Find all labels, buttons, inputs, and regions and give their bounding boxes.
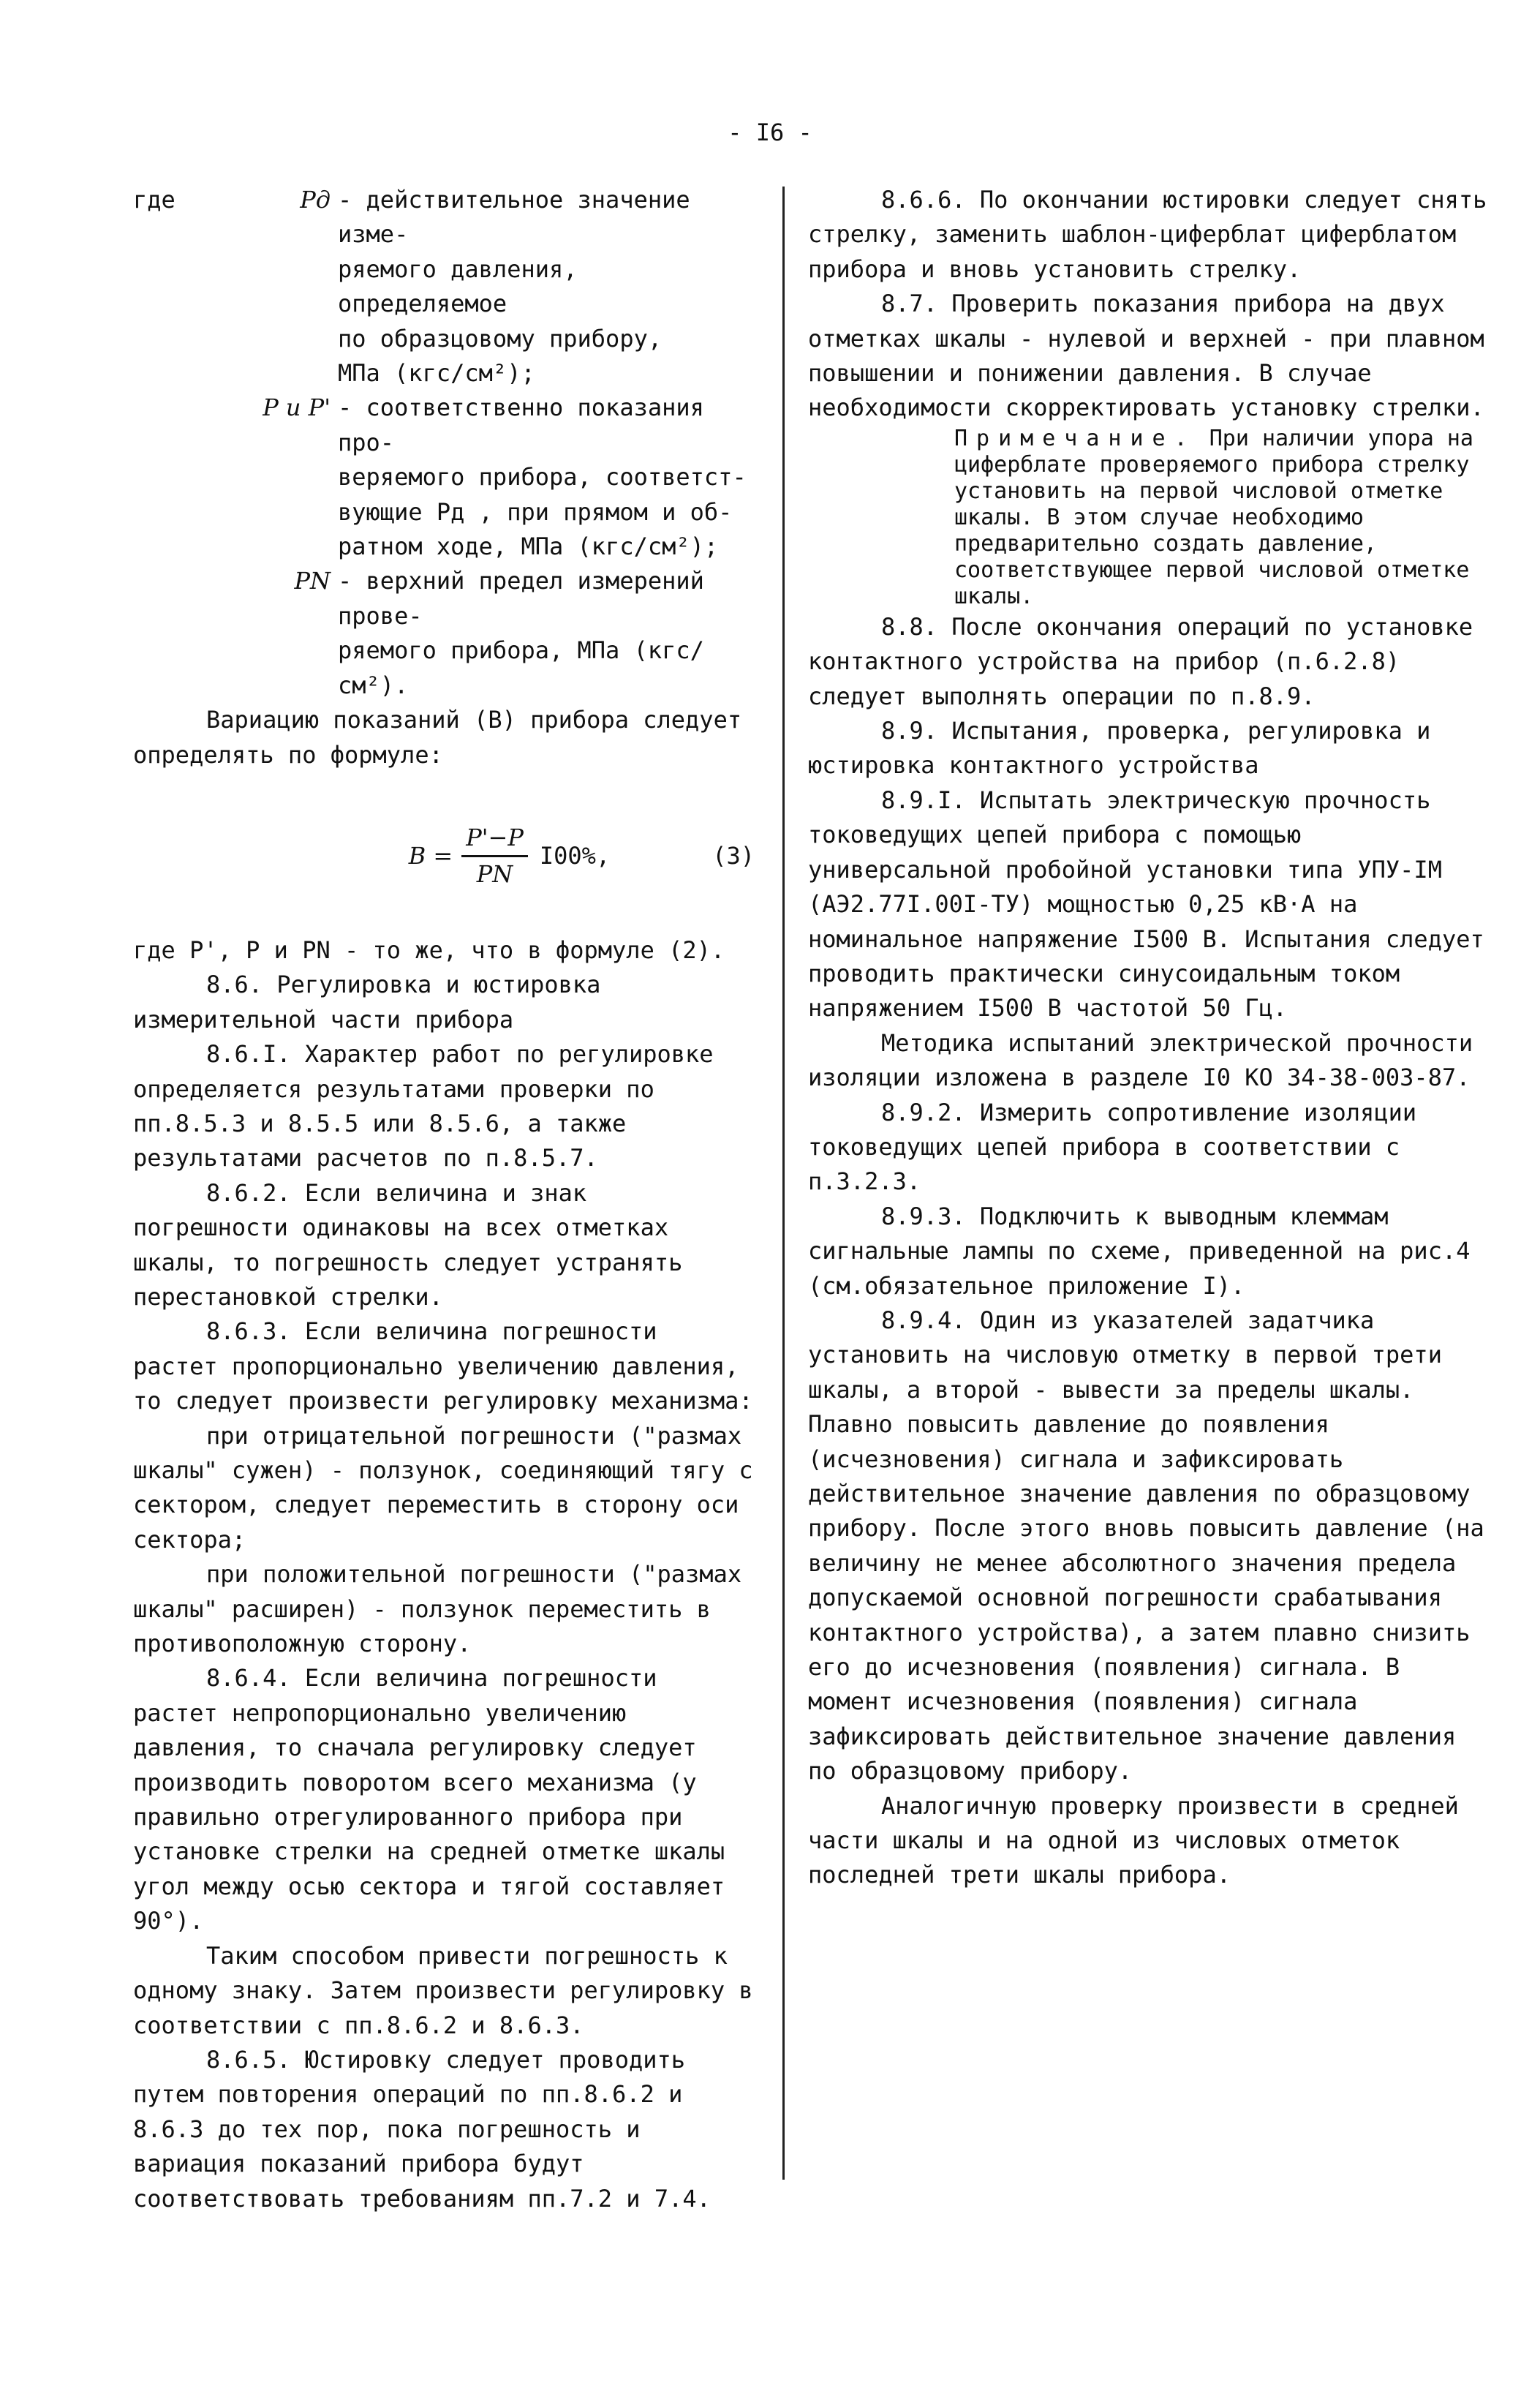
- page-number: - I6 -: [728, 118, 812, 146]
- definition-line: ряемого прибора, МПа (кгс/см²).: [338, 636, 704, 699]
- paragraph: Вариацию показаний (В) прибора следует: [206, 706, 742, 734]
- formula-number: (3): [712, 842, 755, 870]
- paragraph: 8.6.4. Если величина погрешности растет непропорционально увеличению давления, то сначала регулировку следует производить поворотом всего механизма (у правильно отрегулированного прибора при установке стрелки на средней отметке шкалы угол между осью сектора и тягой составляет 90°).: [133, 1664, 725, 1935]
- paragraph: при положительной погрешности ("размах шкалы" расширен) - ползунок переместить в противоположную сторону.: [133, 1560, 742, 1658]
- right-column: [808, 183, 1488, 1893]
- paragraph: 8.8. После окончания операций по установке контактного устройства на прибор (п.6.2.8) следует выполнять операции по п.8.9.: [808, 612, 1473, 710]
- definition-line: веряемого прибора, соответст-: [338, 463, 747, 492]
- section-heading: 8.9. Испытания, проверка, регулировка и юстировка контактного устройства: [808, 717, 1431, 780]
- definition-line: - верхний предел измерений прове-: [338, 567, 704, 630]
- definition-symbol: P и P': [263, 394, 331, 422]
- note-label: Примечание.: [954, 425, 1196, 451]
- paragraph: 8.6.5. Юстировку следует проводить путем повторения операций по пп.8.6.2 и 8.6.3 до тех пор, пока погрешность и вариация показаний прибора будут соответствовать требованиям пп.7.2 и 7.4.: [133, 2045, 711, 2213]
- formula-denominator: PN: [476, 860, 513, 889]
- paragraph: 8.6.I. Характер работ по регулировке определяется результатами проверки по пп.8.5.3 и 8.5.5 или 8.5.6, а также результатами расчетов по п.8.5.7.: [133, 1040, 714, 1172]
- paragraph: где P', P и PN - то же, что в формуле (2).: [133, 935, 725, 964]
- definition-line: МПа (кгс/см²);: [338, 359, 535, 388]
- definition-line: по образцовому прибору,: [338, 324, 663, 353]
- note-block: [954, 426, 1488, 610]
- paragraph: Аналогичную проверку произвести в средней части шкалы и на одной из числовых отметок последней трети шкалы прибора.: [808, 1791, 1459, 1889]
- column-divider: [782, 187, 785, 2180]
- paragraph: 8.7. Проверить показания прибора на двух отметках шкалы - нулевой и верхней - при плавном повышении и понижении давления. В случае необходимости скорректировать установку стрелки.: [808, 290, 1484, 422]
- definition-line: - действительное значение изме-: [338, 186, 690, 249]
- definition-line: ряемого давления, определяемое: [338, 255, 578, 318]
- paragraph: Таким способом привести погрешность к одному знаку. Затем произвести регулировку в соответствии с пп.8.6.2 и 8.6.3.: [133, 1941, 753, 2039]
- paragraph: 8.6.3. Если величина погрешности растет пропорционально увеличению давления, то следует произвести регулировку механизма:: [133, 1317, 753, 1415]
- paragraph: 8.9.2. Измерить сопротивление изоляции токоведущих цепей прибора в соответствии с п.3.2.3.: [808, 1098, 1417, 1196]
- formula-3: [133, 802, 755, 911]
- definition-row: [133, 564, 755, 633]
- formula-multiplier: I00%,: [539, 842, 611, 870]
- note-text: При наличии упора на циферблате проверяемого прибора стрелку установить на первой числовой отметке шкалы. В этом случае необходимо предварительно создать давление, соответствующее первой числовой отметке шкалы.: [954, 425, 1473, 609]
- definition-row: [133, 183, 755, 252]
- formula-lhs: B =: [408, 842, 453, 870]
- paragraph: 8.6.2. Если величина и знак погрешности одинаковы на всех отметках шкалы, то погрешность следует устранять перестановкой стрелки.: [133, 1178, 683, 1311]
- formula-fraction: [461, 821, 528, 892]
- paragraph: 8.6.6. По окончании юстировки следует снять стрелку, заменить шаблон-циферблат циферблатом прибора и вновь установить стрелку.: [808, 186, 1487, 283]
- paragraph: определять по формуле:: [133, 740, 443, 769]
- paragraph: Методика испытаний электрической прочности изоляции изложена в разделе I0 КО 34-38-003-87.: [808, 1028, 1473, 1092]
- definition-symbol: PN: [294, 567, 331, 595]
- paragraph: 8.9.3. Подключить к выводным клеммам сигнальные лампы по схеме, приведенной на рис.4 (см.обязательное приложение I).: [808, 1202, 1471, 1300]
- where-label: где: [133, 186, 175, 214]
- definition-line: вующие Pд , при прямом и об-: [338, 497, 733, 526]
- definition-line: - соответственно показания про-: [338, 394, 704, 456]
- paragraph: 8.9.I. Испытать электрическую прочность токоведущих цепей прибора с помощью универсальной пробойной установки типа УПУ-IМ (АЭ2.77I.00I-ТУ) мощностью 0,25 кВ·А на номинальное напряжение I500 В. Испытания следует проводить практически синусоидальным током напряжением I500 В частотой 50 Гц.: [808, 786, 1484, 1023]
- definition-line: ратном ходе, МПа (кгс/см²);: [338, 532, 719, 561]
- section-heading: 8.6. Регулировка и юстировка измерительной части прибора: [133, 971, 601, 1034]
- paragraph: 8.9.4. Один из указателей задатчика установить на числовую отметку в первой трети шкалы, а второй - вывести за пределы шкалы. Плавно повысить давление до появления (исчезновения) сигнала и зафиксировать действительное значение давления по образцовому прибору. После этого вновь повысить давление (на величину не менее абсолютного значения предела допускаемой основной погрешности срабатывания контактного устройства), а затем плавно снизить его до исчезновения (появления) сигнала. В момент исчезновения (появления) сигнала зафиксировать действительное значение давления по образцовому прибору.: [808, 1306, 1484, 1785]
- formula-numerator: P'−P: [461, 821, 528, 857]
- definition-symbol: Pд: [300, 186, 331, 214]
- left-column: [133, 183, 755, 2216]
- definition-row: [133, 391, 755, 460]
- paragraph: при отрицательной погрешности ("размах шкалы" сужен) - ползунок, соединяющий тягу с сектором, следует переместить в сторону оси сектора;: [133, 1421, 753, 1554]
